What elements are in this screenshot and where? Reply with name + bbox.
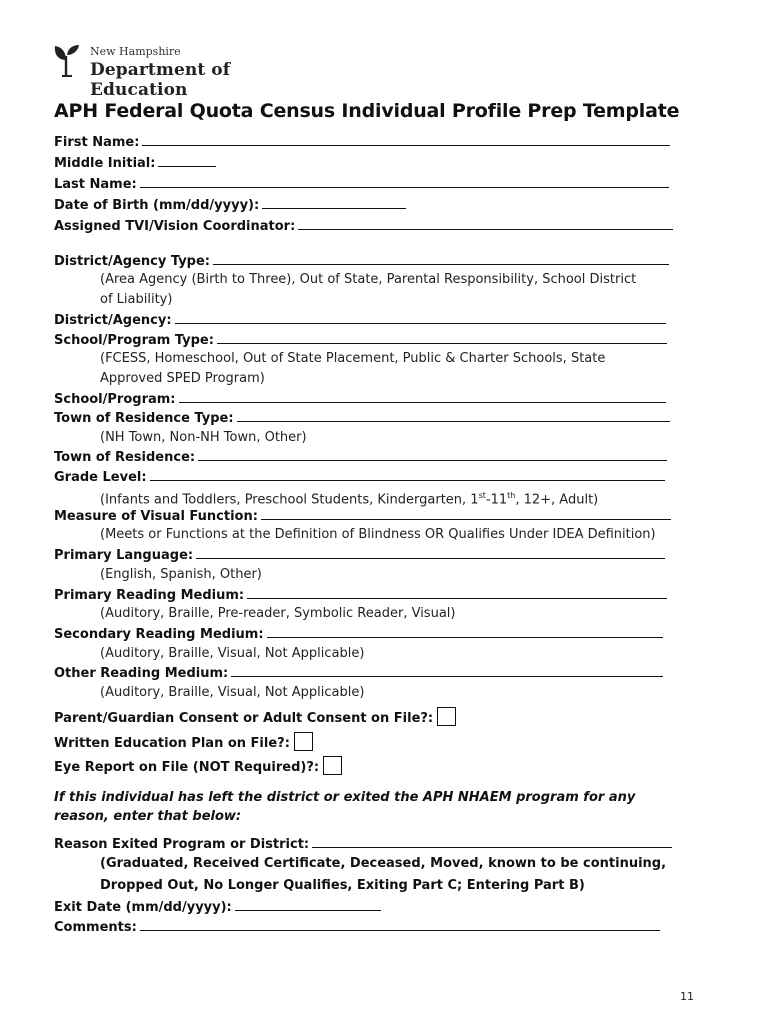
reason-exited-label: Reason Exited Program or District: bbox=[54, 837, 310, 852]
language-label: Primary Language: bbox=[54, 548, 194, 563]
visual-function-label: Measure of Visual Function: bbox=[54, 509, 258, 524]
first-name-row bbox=[54, 133, 670, 151]
exit-date-label: Exit Date (mm/dd/yyyy): bbox=[54, 900, 232, 915]
district-type-field[interactable] bbox=[213, 252, 669, 265]
secondary-reading-row bbox=[54, 625, 663, 643]
language-row bbox=[54, 546, 665, 564]
town-type-field[interactable] bbox=[237, 409, 670, 422]
district-type-hint-2: of Liability) bbox=[100, 292, 173, 307]
org-name-small: New Hampshire bbox=[90, 45, 181, 58]
primary-reading-field[interactable] bbox=[247, 586, 667, 599]
grade-label: Grade Level: bbox=[54, 470, 147, 485]
tvi-field[interactable] bbox=[298, 217, 673, 230]
town-type-hint: (NH Town, Non-NH Town, Other) bbox=[100, 430, 307, 445]
town-field[interactable] bbox=[198, 448, 667, 461]
school-field[interactable] bbox=[179, 390, 666, 403]
reason-hint-2: Dropped Out, No Longer Qualifies, Exiting Part C; Entering Part B) bbox=[100, 878, 585, 893]
reason-hint-1: (Graduated, Received Certificate, Deceased, Moved, known to be continuing, bbox=[100, 856, 667, 871]
district-type-row bbox=[54, 252, 669, 270]
middle-initial-row bbox=[54, 154, 216, 172]
dob-field[interactable] bbox=[262, 196, 406, 209]
town-type-label: Town of Residence Type: bbox=[54, 411, 234, 426]
town-row bbox=[54, 448, 667, 466]
district-type-label: District/Agency Type: bbox=[54, 254, 210, 269]
comments-row bbox=[54, 918, 660, 936]
other-reading-hint: (Auditory, Braille, Visual, Not Applicable) bbox=[100, 685, 365, 700]
school-row bbox=[54, 390, 666, 408]
eye-report-row bbox=[54, 756, 342, 776]
tvi-label: Assigned TVI/Vision Coordinator: bbox=[54, 219, 296, 234]
exit-date-field[interactable] bbox=[235, 898, 381, 911]
visual-function-field[interactable] bbox=[261, 507, 671, 520]
first-name-label: First Name: bbox=[54, 135, 140, 150]
last-name-row bbox=[54, 175, 669, 193]
eye-report-label: Eye Report on File (NOT Required)?: bbox=[54, 760, 320, 775]
language-field[interactable] bbox=[196, 546, 665, 559]
exit-date-row bbox=[54, 898, 381, 916]
town-label: Town of Residence: bbox=[54, 450, 196, 465]
secondary-reading-label: Secondary Reading Medium: bbox=[54, 627, 264, 642]
school-type-hint-2: Approved SPED Program) bbox=[100, 371, 265, 386]
comments-field[interactable] bbox=[140, 918, 660, 931]
reason-exited-row bbox=[54, 835, 672, 853]
other-reading-row bbox=[54, 664, 663, 682]
language-hint: (English, Spanish, Other) bbox=[100, 567, 262, 582]
last-name-label: Last Name: bbox=[54, 177, 137, 192]
primary-reading-hint: (Auditory, Braille, Pre-reader, Symbolic Reader, Visual) bbox=[100, 606, 456, 621]
district-row bbox=[54, 311, 666, 329]
nh-doe-logo bbox=[52, 42, 312, 100]
district-label: District/Agency: bbox=[54, 313, 172, 328]
school-type-hint-1: (FCESS, Homeschool, Out of State Placement, Public & Charter Schools, State bbox=[100, 351, 606, 366]
written-plan-label: Written Education Plan on File?: bbox=[54, 736, 290, 751]
dob-label: Date of Birth (mm/dd/yyyy): bbox=[54, 198, 260, 213]
page-number: 11 bbox=[680, 990, 694, 1003]
page-title: APH Federal Quota Census Individual Profile Prep Template bbox=[54, 100, 680, 122]
reason-exited-field[interactable] bbox=[312, 835, 672, 848]
leaf-logo-icon bbox=[52, 42, 82, 78]
last-name-field[interactable] bbox=[140, 175, 669, 188]
school-label: School/Program: bbox=[54, 392, 176, 407]
middle-initial-field[interactable] bbox=[158, 154, 216, 167]
visual-function-row bbox=[54, 507, 671, 525]
other-reading-label: Other Reading Medium: bbox=[54, 666, 229, 681]
school-type-row bbox=[54, 331, 667, 349]
written-plan-row bbox=[54, 732, 313, 752]
comments-label: Comments: bbox=[54, 920, 137, 935]
org-name-big: Department of Education bbox=[90, 60, 231, 100]
consent-row bbox=[54, 707, 456, 727]
primary-reading-label: Primary Reading Medium: bbox=[54, 588, 245, 603]
consent-checkbox[interactable] bbox=[437, 707, 456, 726]
district-field[interactable] bbox=[175, 311, 666, 324]
other-reading-field[interactable] bbox=[231, 664, 663, 677]
grade-field[interactable] bbox=[150, 468, 665, 481]
visual-function-hint: (Meets or Functions at the Definition of Blindness OR Qualifies Under IDEA Definition) bbox=[100, 527, 656, 542]
tvi-row bbox=[54, 217, 673, 235]
middle-initial-label: Middle Initial: bbox=[54, 156, 156, 171]
secondary-reading-hint: (Auditory, Braille, Visual, Not Applicable) bbox=[100, 646, 365, 661]
exit-instructions: If this individual has left the district or exited the APH NHAEM program for any reason, enter that below: bbox=[54, 790, 636, 824]
consent-label: Parent/Guardian Consent or Adult Consent on File?: bbox=[54, 711, 434, 726]
first-name-field[interactable] bbox=[142, 133, 670, 146]
written-plan-checkbox[interactable] bbox=[294, 732, 313, 751]
grade-hint: (Infants and Toddlers, Preschool Students, Kindergarten, 1st-11th, 12+, Adult) bbox=[100, 491, 599, 508]
dob-row bbox=[54, 196, 406, 214]
eye-report-checkbox[interactable] bbox=[323, 756, 342, 775]
town-type-row bbox=[54, 409, 670, 427]
school-type-field[interactable] bbox=[217, 331, 667, 344]
district-type-hint-1: (Area Agency (Birth to Three), Out of State, Parental Responsibility, School District bbox=[100, 272, 637, 287]
secondary-reading-field[interactable] bbox=[267, 625, 663, 638]
primary-reading-row bbox=[54, 586, 667, 604]
grade-row bbox=[54, 468, 665, 486]
school-type-label: School/Program Type: bbox=[54, 333, 214, 348]
